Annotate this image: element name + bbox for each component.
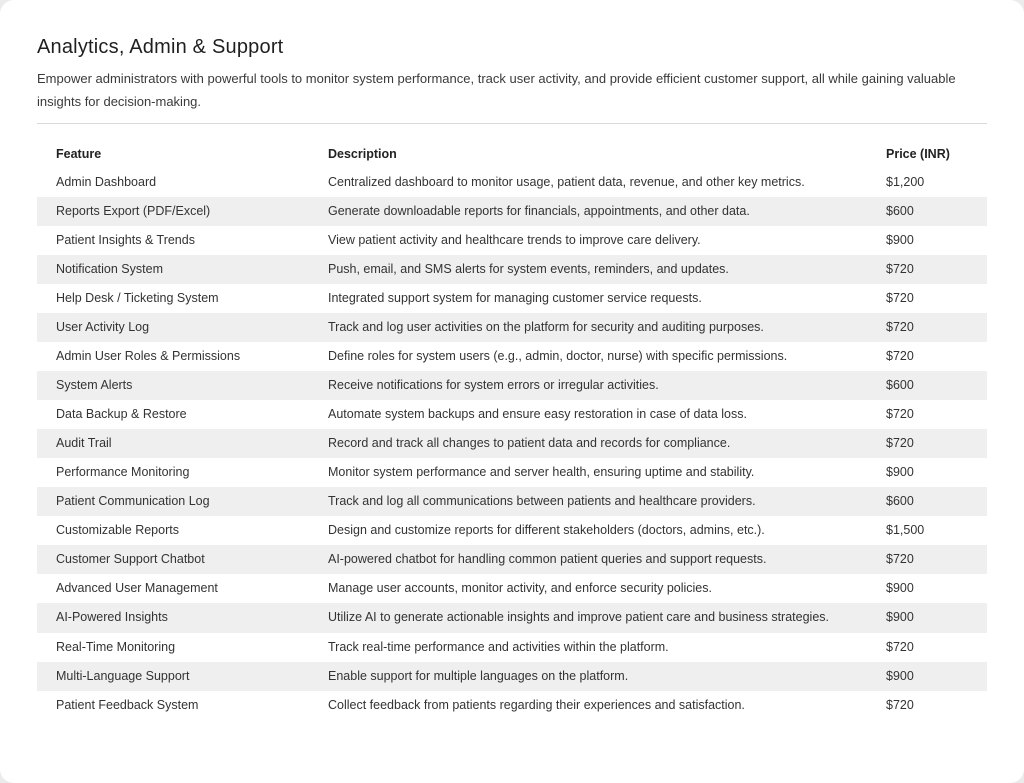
table-row: [37, 574, 987, 603]
table-row: [37, 487, 987, 516]
price-cell: $900: [886, 669, 914, 683]
feature-cell: Admin Dashboard: [56, 175, 157, 189]
feature-cell: Notification System: [56, 262, 163, 276]
price-cell: $600: [886, 204, 914, 218]
table-row: [37, 691, 987, 720]
price-cell: $720: [886, 349, 914, 363]
description-cell: Define roles for system users (e.g., admin, doctor, nurse) with specific permissions.: [328, 349, 788, 363]
feature-cell: Help Desk / Ticketing System: [56, 291, 219, 305]
table-body: [37, 168, 987, 720]
price-cell: $1,500: [886, 523, 925, 537]
description-cell: Receive notifications for system errors or irregular activities.: [328, 378, 659, 392]
description-cell: Automate system backups and ensure easy restoration in case of data loss.: [328, 407, 747, 421]
price-cell: $900: [886, 581, 914, 595]
feature-cell: Data Backup & Restore: [56, 407, 187, 421]
price-cell: $720: [886, 320, 914, 334]
price-cell: $720: [886, 262, 914, 276]
description-cell: Collect feedback from patients regarding their experiences and satisfaction.: [328, 698, 745, 712]
section-subtitle: Empower administrators with powerful tools to monitor system performance, track user activity, and provide efficient customer support, all while gaining valuable insights for decision-making.: [37, 71, 956, 109]
description-cell: Integrated support system for managing customer service requests.: [328, 291, 702, 305]
price-cell: $600: [886, 494, 914, 508]
feature-cell: User Activity Log: [56, 320, 150, 334]
table-row: [37, 603, 987, 633]
feature-cell: Advanced User Management: [56, 581, 218, 595]
feature-cell: Customizable Reports: [56, 523, 179, 537]
price-cell: $720: [886, 291, 914, 305]
feature-cell: Customer Support Chatbot: [56, 552, 205, 566]
column-header-price: Price (INR): [886, 146, 950, 161]
table-row: [37, 284, 987, 313]
price-cell: $900: [886, 465, 914, 479]
price-cell: $720: [886, 640, 914, 654]
feature-cell: Performance Monitoring: [56, 465, 190, 479]
price-cell: $720: [886, 698, 914, 712]
feature-cell: System Alerts: [56, 378, 133, 392]
feature-cell: Patient Communication Log: [56, 494, 210, 508]
table-row: [37, 168, 987, 197]
feature-cell: Real-Time Monitoring: [56, 640, 176, 654]
table-row: [37, 226, 987, 255]
description-cell: Track real-time performance and activities within the platform.: [328, 640, 669, 654]
description-cell: Enable support for multiple languages on the platform.: [328, 669, 629, 683]
table-row: [37, 429, 987, 458]
price-cell: $900: [886, 610, 914, 624]
table-row: [37, 633, 987, 662]
description-cell: Monitor system performance and server health, ensuring uptime and stability.: [328, 465, 755, 479]
table-row: [37, 342, 987, 371]
price-cell: $720: [886, 552, 914, 566]
section-title: Analytics, Admin & Support: [37, 36, 284, 58]
description-cell: Track and log all communications between patients and healthcare providers.: [328, 494, 756, 508]
feature-cell: Admin User Roles & Permissions: [56, 349, 241, 363]
table-row: [37, 458, 987, 487]
description-cell: Push, email, and SMS alerts for system events, reminders, and updates.: [328, 262, 729, 276]
description-cell: Centralized dashboard to monitor usage, patient data, revenue, and other key metrics.: [328, 175, 805, 189]
table-row: [37, 516, 987, 545]
feature-cell: Audit Trail: [56, 436, 112, 450]
description-cell: Manage user accounts, monitor activity, and enforce security policies.: [328, 581, 712, 595]
table-row: [37, 400, 987, 429]
feature-cell: Patient Feedback System: [56, 698, 199, 712]
description-cell: Generate downloadable reports for financials, appointments, and other data.: [328, 204, 750, 218]
description-cell: Track and log user activities on the platform for security and auditing purposes.: [328, 320, 764, 334]
price-cell: $900: [886, 233, 914, 247]
price-cell: $720: [886, 407, 914, 421]
table-row: [37, 197, 987, 226]
table-header: [37, 139, 987, 168]
table-row: [37, 662, 987, 691]
feature-cell: Reports Export (PDF/Excel): [56, 204, 211, 218]
feature-pricing-table: [37, 139, 987, 720]
description-cell: AI-powered chatbot for handling common patient queries and support requests.: [328, 552, 767, 566]
table-row: [37, 313, 987, 342]
description-cell: Design and customize reports for different stakeholders (doctors, admins, etc.).: [328, 523, 765, 537]
price-cell: $720: [886, 436, 914, 450]
table-row: [37, 545, 987, 574]
column-header-description: Description: [328, 146, 397, 161]
feature-cell: Multi-Language Support: [56, 669, 190, 683]
feature-cell: Patient Insights & Trends: [56, 233, 195, 247]
price-cell: $1,200: [886, 175, 925, 189]
divider: [37, 123, 987, 124]
description-cell: Utilize AI to generate actionable insights and improve patient care and business strategies.: [328, 610, 829, 624]
table-row: [37, 371, 987, 400]
description-cell: Record and track all changes to patient data and records for compliance.: [328, 436, 731, 450]
table-row: [37, 255, 987, 284]
feature-cell: AI-Powered Insights: [56, 610, 168, 624]
description-cell: View patient activity and healthcare trends to improve care delivery.: [328, 233, 701, 247]
column-header-feature: Feature: [56, 146, 102, 161]
price-cell: $600: [886, 378, 914, 392]
